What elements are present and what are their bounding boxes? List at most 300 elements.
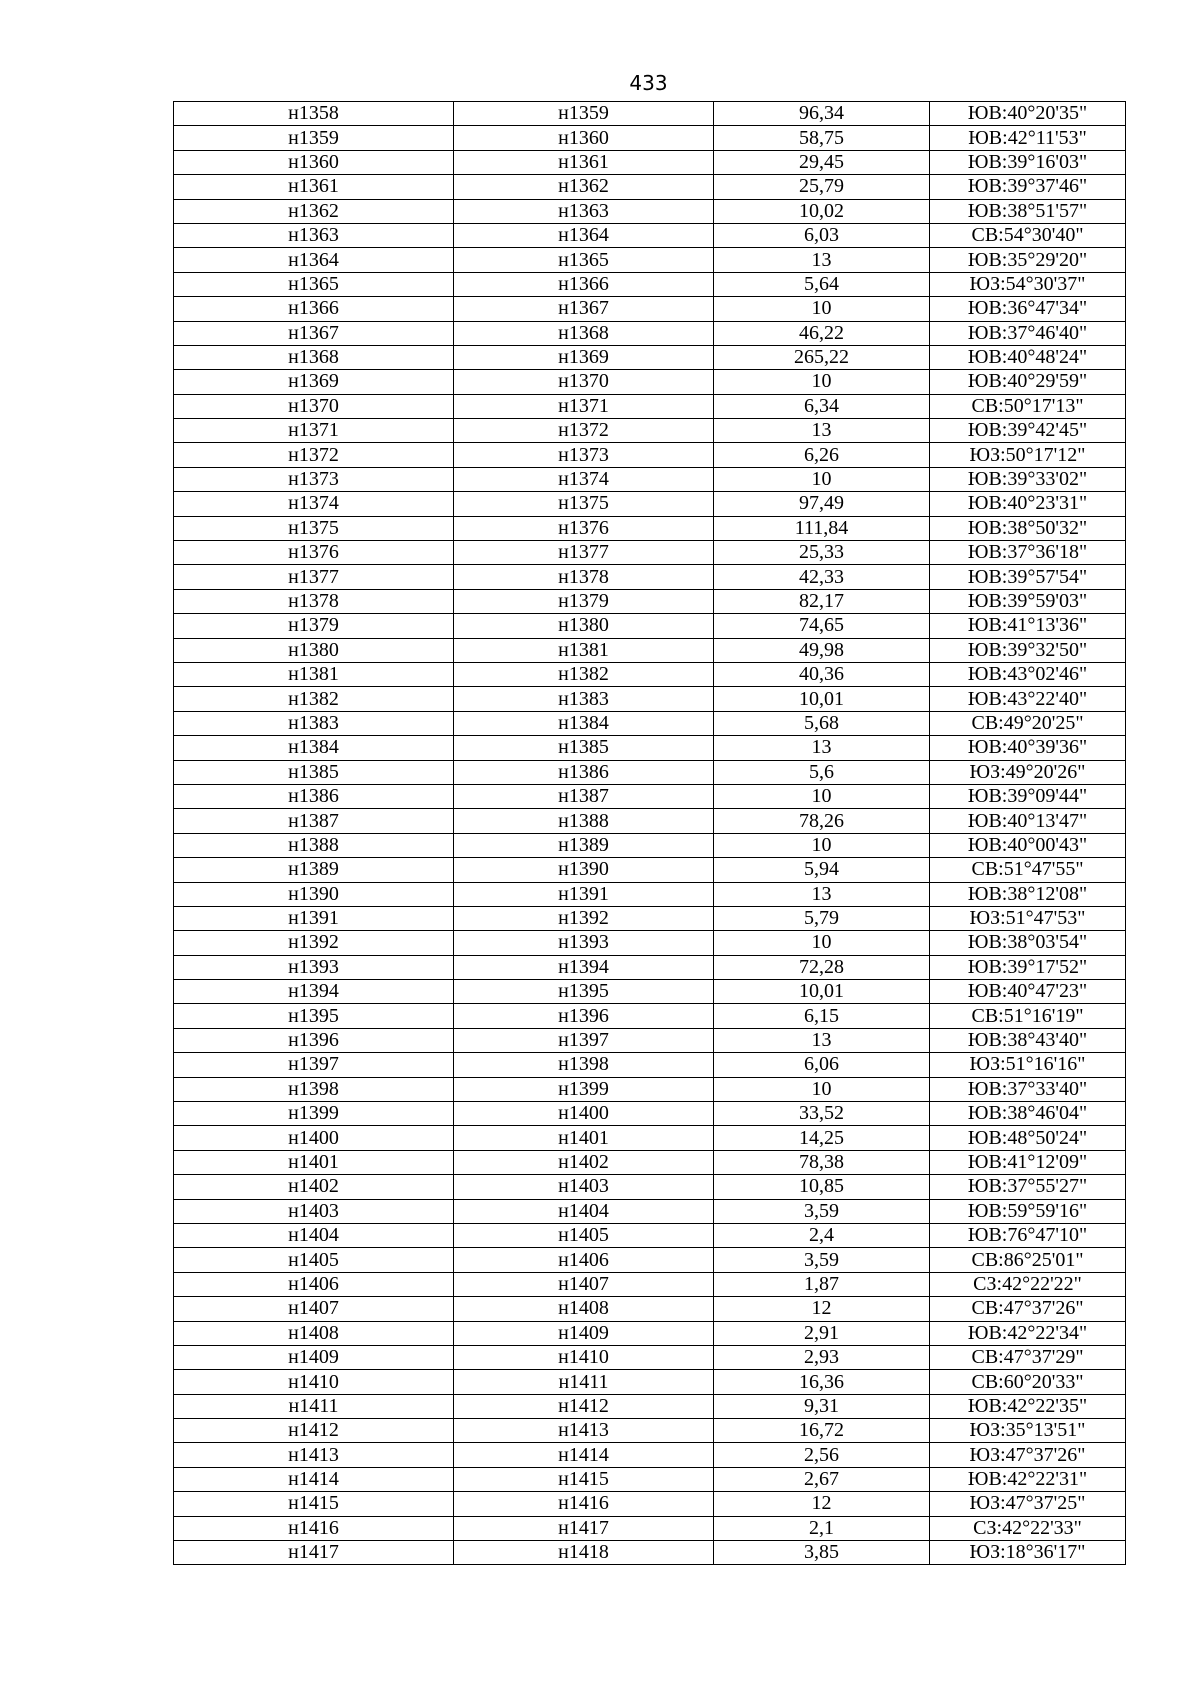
length-cell: 3,59 bbox=[714, 1199, 930, 1223]
start-point-cell: н1386 bbox=[174, 784, 454, 808]
table-row bbox=[174, 1223, 1126, 1247]
table-row bbox=[174, 1102, 1126, 1126]
end-point-cell: н1388 bbox=[454, 809, 714, 833]
end-point-cell: н1390 bbox=[454, 858, 714, 882]
bearing-cell: ЮЗ:54°30'37" bbox=[930, 272, 1126, 296]
end-point-cell: н1364 bbox=[454, 223, 714, 247]
table-row bbox=[174, 809, 1126, 833]
table-row bbox=[174, 1492, 1126, 1516]
end-point-cell: н1396 bbox=[454, 1004, 714, 1028]
length-cell: 14,25 bbox=[714, 1126, 930, 1150]
end-point-cell: н1374 bbox=[454, 467, 714, 491]
bearing-cell: ЮВ:40°29'59" bbox=[930, 370, 1126, 394]
end-point-cell: н1412 bbox=[454, 1394, 714, 1418]
table-row bbox=[174, 126, 1126, 150]
bearing-cell: ЮВ:38°50'32" bbox=[930, 516, 1126, 540]
bearing-cell: ЮВ:39°57'54" bbox=[930, 565, 1126, 589]
start-point-cell: н1371 bbox=[174, 419, 454, 443]
bearing-cell: СВ:54°30'40" bbox=[930, 223, 1126, 247]
start-point-cell: н1401 bbox=[174, 1150, 454, 1174]
table-row bbox=[174, 565, 1126, 589]
end-point-cell: н1413 bbox=[454, 1419, 714, 1443]
start-point-cell: н1398 bbox=[174, 1077, 454, 1101]
start-point-cell: н1405 bbox=[174, 1248, 454, 1272]
table-row bbox=[174, 419, 1126, 443]
start-point-cell: н1365 bbox=[174, 272, 454, 296]
table-row bbox=[174, 345, 1126, 369]
start-point-cell: н1361 bbox=[174, 175, 454, 199]
end-point-cell: н1402 bbox=[454, 1150, 714, 1174]
bearing-cell: ЮВ:37°36'18" bbox=[930, 541, 1126, 565]
end-point-cell: н1369 bbox=[454, 345, 714, 369]
table-row bbox=[174, 272, 1126, 296]
start-point-cell: н1387 bbox=[174, 809, 454, 833]
bearing-cell: ЮВ:48°50'24" bbox=[930, 1126, 1126, 1150]
length-cell: 6,03 bbox=[714, 223, 930, 247]
table-row bbox=[174, 1467, 1126, 1491]
bearing-cell: СЗ:42°22'22" bbox=[930, 1272, 1126, 1296]
length-cell: 111,84 bbox=[714, 516, 930, 540]
table-row bbox=[174, 1077, 1126, 1101]
length-cell: 13 bbox=[714, 736, 930, 760]
end-point-cell: н1362 bbox=[454, 175, 714, 199]
start-point-cell: н1400 bbox=[174, 1126, 454, 1150]
end-point-cell: н1371 bbox=[454, 394, 714, 418]
length-cell: 3,85 bbox=[714, 1541, 930, 1565]
bearing-cell: СВ:51°47'55" bbox=[930, 858, 1126, 882]
bearing-cell: ЮВ:40°13'47" bbox=[930, 809, 1126, 833]
table-row bbox=[174, 614, 1126, 638]
table-row bbox=[174, 297, 1126, 321]
end-point-cell: н1370 bbox=[454, 370, 714, 394]
bearing-cell: ЮВ:39°42'45" bbox=[930, 419, 1126, 443]
end-point-cell: н1387 bbox=[454, 784, 714, 808]
length-cell: 5,68 bbox=[714, 711, 930, 735]
bearing-cell: ЮВ:42°22'35" bbox=[930, 1394, 1126, 1418]
start-point-cell: н1385 bbox=[174, 760, 454, 784]
end-point-cell: н1379 bbox=[454, 589, 714, 613]
start-point-cell: н1394 bbox=[174, 980, 454, 1004]
end-point-cell: н1401 bbox=[454, 1126, 714, 1150]
bearing-cell: СЗ:42°22'33" bbox=[930, 1516, 1126, 1540]
length-cell: 6,26 bbox=[714, 443, 930, 467]
end-point-cell: н1417 bbox=[454, 1516, 714, 1540]
table-row bbox=[174, 102, 1126, 126]
start-point-cell: н1417 bbox=[174, 1541, 454, 1565]
table-row bbox=[174, 370, 1126, 394]
length-cell: 78,26 bbox=[714, 809, 930, 833]
length-cell: 16,72 bbox=[714, 1419, 930, 1443]
bearing-cell: ЮВ:41°12'09" bbox=[930, 1150, 1126, 1174]
length-cell: 10,01 bbox=[714, 687, 930, 711]
length-cell: 10 bbox=[714, 467, 930, 491]
length-cell: 82,17 bbox=[714, 589, 930, 613]
table-row bbox=[174, 1028, 1126, 1052]
table-row bbox=[174, 516, 1126, 540]
end-point-cell: н1407 bbox=[454, 1272, 714, 1296]
start-point-cell: н1397 bbox=[174, 1053, 454, 1077]
length-cell: 6,15 bbox=[714, 1004, 930, 1028]
start-point-cell: н1384 bbox=[174, 736, 454, 760]
length-cell: 3,59 bbox=[714, 1248, 930, 1272]
boundary-segments-table bbox=[173, 101, 1126, 1565]
start-point-cell: н1416 bbox=[174, 1516, 454, 1540]
bearing-cell: ЮВ:37°46'40" bbox=[930, 321, 1126, 345]
bearing-cell: ЮВ:40°00'43" bbox=[930, 833, 1126, 857]
start-point-cell: н1414 bbox=[174, 1467, 454, 1491]
table-row bbox=[174, 321, 1126, 345]
end-point-cell: н1389 bbox=[454, 833, 714, 857]
bearing-cell: ЮВ:41°13'36" bbox=[930, 614, 1126, 638]
table-row bbox=[174, 736, 1126, 760]
bearing-cell: ЮВ:39°09'44" bbox=[930, 784, 1126, 808]
length-cell: 96,34 bbox=[714, 102, 930, 126]
table-row bbox=[174, 980, 1126, 1004]
bearing-cell: ЮВ:38°51'57" bbox=[930, 199, 1126, 223]
length-cell: 13 bbox=[714, 882, 930, 906]
end-point-cell: н1375 bbox=[454, 492, 714, 516]
bearing-cell: СВ:49°20'25" bbox=[930, 711, 1126, 735]
end-point-cell: н1391 bbox=[454, 882, 714, 906]
table-row bbox=[174, 492, 1126, 516]
length-cell: 40,36 bbox=[714, 662, 930, 686]
bearing-cell: ЮВ:37°55'27" bbox=[930, 1175, 1126, 1199]
start-point-cell: н1412 bbox=[174, 1419, 454, 1443]
bearing-cell: ЮЗ:18°36'17" bbox=[930, 1541, 1126, 1565]
table-row bbox=[174, 1541, 1126, 1565]
table-row bbox=[174, 931, 1126, 955]
bearing-cell: ЮВ:39°33'02" bbox=[930, 467, 1126, 491]
start-point-cell: н1406 bbox=[174, 1272, 454, 1296]
length-cell: 9,31 bbox=[714, 1394, 930, 1418]
start-point-cell: н1379 bbox=[174, 614, 454, 638]
bearing-cell: ЮВ:42°22'31" bbox=[930, 1467, 1126, 1491]
start-point-cell: н1368 bbox=[174, 345, 454, 369]
table-row bbox=[174, 1419, 1126, 1443]
start-point-cell: н1380 bbox=[174, 638, 454, 662]
bearing-cell: ЮВ:40°48'24" bbox=[930, 345, 1126, 369]
bearing-cell: ЮВ:40°47'23" bbox=[930, 980, 1126, 1004]
start-point-cell: н1399 bbox=[174, 1102, 454, 1126]
table-row bbox=[174, 1004, 1126, 1028]
length-cell: 2,56 bbox=[714, 1443, 930, 1467]
length-cell: 78,38 bbox=[714, 1150, 930, 1174]
end-point-cell: н1363 bbox=[454, 199, 714, 223]
bearing-cell: ЮЗ:50°17'12" bbox=[930, 443, 1126, 467]
start-point-cell: н1402 bbox=[174, 1175, 454, 1199]
bearing-cell: ЮВ:42°11'53" bbox=[930, 126, 1126, 150]
end-point-cell: н1416 bbox=[454, 1492, 714, 1516]
length-cell: 97,49 bbox=[714, 492, 930, 516]
table-row bbox=[174, 1053, 1126, 1077]
table-row bbox=[174, 1126, 1126, 1150]
bearing-cell: ЮВ:39°59'03" bbox=[930, 589, 1126, 613]
length-cell: 5,64 bbox=[714, 272, 930, 296]
end-point-cell: н1367 bbox=[454, 297, 714, 321]
length-cell: 10 bbox=[714, 784, 930, 808]
length-cell: 2,4 bbox=[714, 1223, 930, 1247]
start-point-cell: н1375 bbox=[174, 516, 454, 540]
start-point-cell: н1388 bbox=[174, 833, 454, 857]
end-point-cell: н1392 bbox=[454, 906, 714, 930]
bearing-cell: ЮВ:40°23'31" bbox=[930, 492, 1126, 516]
table-row bbox=[174, 906, 1126, 930]
end-point-cell: н1393 bbox=[454, 931, 714, 955]
table-row bbox=[174, 1516, 1126, 1540]
length-cell: 1,87 bbox=[714, 1272, 930, 1296]
length-cell: 5,94 bbox=[714, 858, 930, 882]
end-point-cell: н1380 bbox=[454, 614, 714, 638]
start-point-cell: н1389 bbox=[174, 858, 454, 882]
start-point-cell: н1413 bbox=[174, 1443, 454, 1467]
start-point-cell: н1372 bbox=[174, 443, 454, 467]
end-point-cell: н1415 bbox=[454, 1467, 714, 1491]
length-cell: 13 bbox=[714, 1028, 930, 1052]
start-point-cell: н1370 bbox=[174, 394, 454, 418]
table-row bbox=[174, 1150, 1126, 1174]
bearing-cell: ЮВ:38°12'08" bbox=[930, 882, 1126, 906]
bearing-cell: ЮВ:39°32'50" bbox=[930, 638, 1126, 662]
length-cell: 2,1 bbox=[714, 1516, 930, 1540]
end-point-cell: н1376 bbox=[454, 516, 714, 540]
length-cell: 5,79 bbox=[714, 906, 930, 930]
bearing-cell: ЮВ:59°59'16" bbox=[930, 1199, 1126, 1223]
start-point-cell: н1415 bbox=[174, 1492, 454, 1516]
start-point-cell: н1378 bbox=[174, 589, 454, 613]
end-point-cell: н1366 bbox=[454, 272, 714, 296]
bearing-cell: ЮЗ:47°37'25" bbox=[930, 1492, 1126, 1516]
start-point-cell: н1374 bbox=[174, 492, 454, 516]
end-point-cell: н1400 bbox=[454, 1102, 714, 1126]
end-point-cell: н1404 bbox=[454, 1199, 714, 1223]
start-point-cell: н1364 bbox=[174, 248, 454, 272]
end-point-cell: н1395 bbox=[454, 980, 714, 1004]
end-point-cell: н1405 bbox=[454, 1223, 714, 1247]
end-point-cell: н1382 bbox=[454, 662, 714, 686]
length-cell: 10 bbox=[714, 370, 930, 394]
end-point-cell: н1385 bbox=[454, 736, 714, 760]
end-point-cell: н1406 bbox=[454, 1248, 714, 1272]
bearing-cell: ЮВ:40°20'35" bbox=[930, 102, 1126, 126]
length-cell: 265,22 bbox=[714, 345, 930, 369]
length-cell: 2,93 bbox=[714, 1345, 930, 1369]
length-cell: 10,02 bbox=[714, 199, 930, 223]
start-point-cell: н1392 bbox=[174, 931, 454, 955]
start-point-cell: н1362 bbox=[174, 199, 454, 223]
table-row bbox=[174, 443, 1126, 467]
end-point-cell: н1383 bbox=[454, 687, 714, 711]
end-point-cell: н1408 bbox=[454, 1297, 714, 1321]
end-point-cell: н1365 bbox=[454, 248, 714, 272]
start-point-cell: н1391 bbox=[174, 906, 454, 930]
bearing-cell: ЮВ:36°47'34" bbox=[930, 297, 1126, 321]
table-row bbox=[174, 199, 1126, 223]
bearing-cell: ЮВ:39°17'52" bbox=[930, 955, 1126, 979]
length-cell: 12 bbox=[714, 1492, 930, 1516]
bearing-cell: СВ:47°37'29" bbox=[930, 1345, 1126, 1369]
bearing-cell: СВ:47°37'26" bbox=[930, 1297, 1126, 1321]
table-row bbox=[174, 1248, 1126, 1272]
end-point-cell: н1373 bbox=[454, 443, 714, 467]
start-point-cell: н1382 bbox=[174, 687, 454, 711]
table-row bbox=[174, 955, 1126, 979]
table-row bbox=[174, 1443, 1126, 1467]
table-row bbox=[174, 1175, 1126, 1199]
bearing-cell: ЮВ:35°29'20" bbox=[930, 248, 1126, 272]
length-cell: 2,67 bbox=[714, 1467, 930, 1491]
bearing-cell: ЮВ:43°02'46" bbox=[930, 662, 1126, 686]
table-row bbox=[174, 1297, 1126, 1321]
end-point-cell: н1386 bbox=[454, 760, 714, 784]
table-row bbox=[174, 1345, 1126, 1369]
start-point-cell: н1369 bbox=[174, 370, 454, 394]
length-cell: 42,33 bbox=[714, 565, 930, 589]
end-point-cell: н1410 bbox=[454, 1345, 714, 1369]
length-cell: 16,36 bbox=[714, 1370, 930, 1394]
length-cell: 5,6 bbox=[714, 760, 930, 784]
bearing-cell: СВ:50°17'13" bbox=[930, 394, 1126, 418]
length-cell: 10 bbox=[714, 833, 930, 857]
bearing-cell: ЮВ:38°03'54" bbox=[930, 931, 1126, 955]
end-point-cell: н1399 bbox=[454, 1077, 714, 1101]
bearing-cell: СВ:86°25'01" bbox=[930, 1248, 1126, 1272]
length-cell: 46,22 bbox=[714, 321, 930, 345]
end-point-cell: н1368 bbox=[454, 321, 714, 345]
end-point-cell: н1418 bbox=[454, 1541, 714, 1565]
table-row bbox=[174, 638, 1126, 662]
table-row bbox=[174, 1199, 1126, 1223]
end-point-cell: н1359 bbox=[454, 102, 714, 126]
start-point-cell: н1409 bbox=[174, 1345, 454, 1369]
table-row bbox=[174, 467, 1126, 491]
length-cell: 13 bbox=[714, 419, 930, 443]
bearing-cell: ЮВ:76°47'10" bbox=[930, 1223, 1126, 1247]
table-row bbox=[174, 1394, 1126, 1418]
bearing-cell: СВ:60°20'33" bbox=[930, 1370, 1126, 1394]
length-cell: 29,45 bbox=[714, 150, 930, 174]
length-cell: 25,79 bbox=[714, 175, 930, 199]
start-point-cell: н1358 bbox=[174, 102, 454, 126]
end-point-cell: н1361 bbox=[454, 150, 714, 174]
start-point-cell: н1381 bbox=[174, 662, 454, 686]
start-point-cell: н1376 bbox=[174, 541, 454, 565]
length-cell: 10 bbox=[714, 1077, 930, 1101]
end-point-cell: н1398 bbox=[454, 1053, 714, 1077]
start-point-cell: н1410 bbox=[174, 1370, 454, 1394]
start-point-cell: н1363 bbox=[174, 223, 454, 247]
start-point-cell: н1408 bbox=[174, 1321, 454, 1345]
length-cell: 6,06 bbox=[714, 1053, 930, 1077]
end-point-cell: н1411 bbox=[454, 1370, 714, 1394]
table-row bbox=[174, 248, 1126, 272]
bearing-cell: ЮВ:38°46'04" bbox=[930, 1102, 1126, 1126]
bearing-cell: ЮВ:42°22'34" bbox=[930, 1321, 1126, 1345]
end-point-cell: н1378 bbox=[454, 565, 714, 589]
length-cell: 33,52 bbox=[714, 1102, 930, 1126]
start-point-cell: н1390 bbox=[174, 882, 454, 906]
start-point-cell: н1403 bbox=[174, 1199, 454, 1223]
start-point-cell: н1366 bbox=[174, 297, 454, 321]
length-cell: 2,91 bbox=[714, 1321, 930, 1345]
end-point-cell: н1384 bbox=[454, 711, 714, 735]
table-row bbox=[174, 1370, 1126, 1394]
bearing-cell: ЮВ:39°16'03" bbox=[930, 150, 1126, 174]
start-point-cell: н1396 bbox=[174, 1028, 454, 1052]
table-row bbox=[174, 1321, 1126, 1345]
start-point-cell: н1407 bbox=[174, 1297, 454, 1321]
length-cell: 12 bbox=[714, 1297, 930, 1321]
end-point-cell: н1414 bbox=[454, 1443, 714, 1467]
start-point-cell: н1373 bbox=[174, 467, 454, 491]
bearing-cell: ЮЗ:47°37'26" bbox=[930, 1443, 1126, 1467]
end-point-cell: н1397 bbox=[454, 1028, 714, 1052]
bearing-cell: ЮВ:43°22'40" bbox=[930, 687, 1126, 711]
table-row bbox=[174, 711, 1126, 735]
table-row bbox=[174, 589, 1126, 613]
bearing-cell: ЮВ:40°39'36" bbox=[930, 736, 1126, 760]
length-cell: 6,34 bbox=[714, 394, 930, 418]
start-point-cell: н1395 bbox=[174, 1004, 454, 1028]
bearing-cell: ЮЗ:49°20'26" bbox=[930, 760, 1126, 784]
length-cell: 25,33 bbox=[714, 541, 930, 565]
start-point-cell: н1377 bbox=[174, 565, 454, 589]
length-cell: 58,75 bbox=[714, 126, 930, 150]
table-row bbox=[174, 882, 1126, 906]
page-number: 433 bbox=[629, 71, 668, 95]
table-row bbox=[174, 833, 1126, 857]
table-row bbox=[174, 687, 1126, 711]
start-point-cell: н1360 bbox=[174, 150, 454, 174]
length-cell: 74,65 bbox=[714, 614, 930, 638]
table-body bbox=[174, 102, 1126, 1565]
end-point-cell: н1409 bbox=[454, 1321, 714, 1345]
table-row bbox=[174, 223, 1126, 247]
table-row bbox=[174, 858, 1126, 882]
length-cell: 10 bbox=[714, 931, 930, 955]
length-cell: 49,98 bbox=[714, 638, 930, 662]
length-cell: 13 bbox=[714, 248, 930, 272]
table-row bbox=[174, 150, 1126, 174]
end-point-cell: н1377 bbox=[454, 541, 714, 565]
table-row bbox=[174, 175, 1126, 199]
bearing-cell: ЮЗ:35°13'51" bbox=[930, 1419, 1126, 1443]
length-cell: 72,28 bbox=[714, 955, 930, 979]
table-row bbox=[174, 1272, 1126, 1296]
length-cell: 10 bbox=[714, 297, 930, 321]
end-point-cell: н1381 bbox=[454, 638, 714, 662]
start-point-cell: н1367 bbox=[174, 321, 454, 345]
start-point-cell: н1411 bbox=[174, 1394, 454, 1418]
end-point-cell: н1394 bbox=[454, 955, 714, 979]
start-point-cell: н1404 bbox=[174, 1223, 454, 1247]
end-point-cell: н1372 bbox=[454, 419, 714, 443]
start-point-cell: н1383 bbox=[174, 711, 454, 735]
bearing-cell: СВ:51°16'19" bbox=[930, 1004, 1126, 1028]
start-point-cell: н1393 bbox=[174, 955, 454, 979]
table-row bbox=[174, 760, 1126, 784]
bearing-cell: ЮЗ:51°47'53" bbox=[930, 906, 1126, 930]
bearing-cell: ЮВ:38°43'40" bbox=[930, 1028, 1126, 1052]
table-row bbox=[174, 784, 1126, 808]
table-row bbox=[174, 662, 1126, 686]
bearing-cell: ЮВ:37°33'40" bbox=[930, 1077, 1126, 1101]
bearing-cell: ЮЗ:51°16'16" bbox=[930, 1053, 1126, 1077]
length-cell: 10,01 bbox=[714, 980, 930, 1004]
length-cell: 10,85 bbox=[714, 1175, 930, 1199]
start-point-cell: н1359 bbox=[174, 126, 454, 150]
bearing-cell: ЮВ:39°37'46" bbox=[930, 175, 1126, 199]
end-point-cell: н1360 bbox=[454, 126, 714, 150]
